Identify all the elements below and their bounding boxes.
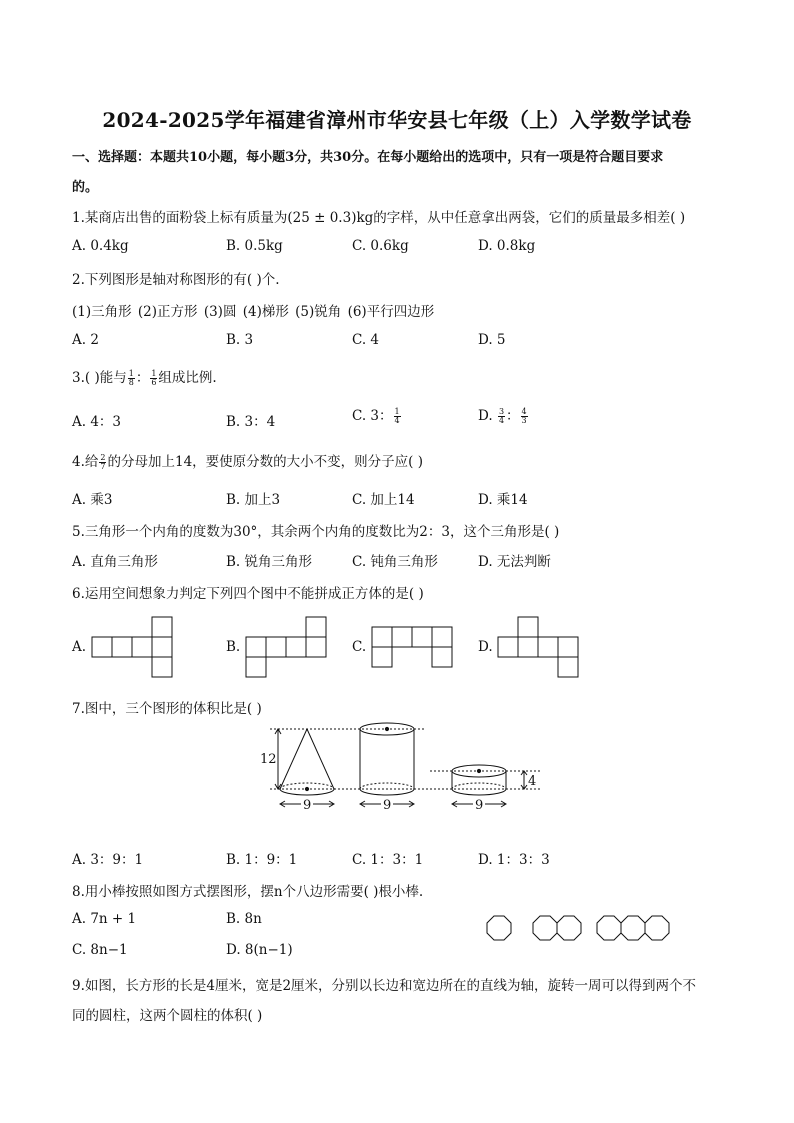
q3-stem-post: 组成比例. xyxy=(158,370,217,386)
question-8-stem: 8.用小棒按照如图方式摆图形，摆n个八边形需要( )根小棒. xyxy=(72,884,424,900)
q3-option-c: C. 3： $\frac{1}{4}$ xyxy=(352,407,400,425)
q3-fraction-1: $\frac{1}{8}$ xyxy=(128,369,134,387)
q7-option-b: B. 1：9：1 xyxy=(226,852,298,868)
q5-option-b: B. 锐角三角形 xyxy=(226,554,313,570)
octagon-6 xyxy=(645,916,669,940)
diameter-cone-label: 9 xyxy=(303,798,312,813)
q4-option-d: D. 乘14 xyxy=(478,492,528,508)
q4-option-c: C. 加上14 xyxy=(352,492,415,508)
question-7-stem: 7.图中，三个图形的体积比是( ) xyxy=(72,701,262,717)
q2-option-a: A. 2 xyxy=(72,332,99,348)
octagon-2 xyxy=(533,916,557,940)
cube-net-a xyxy=(92,617,172,677)
q3-stem-pre: 3.( )能与 xyxy=(72,370,127,386)
diameter-short-cylinder-label: 9 xyxy=(475,798,484,813)
question-1-stem: 1.某商店出售的面粉袋上标有质量为(25 ± 0.3)kg的字样，从中任意拿出两袋，它们的质量最多相差( ) xyxy=(72,210,686,226)
q1-option-c: C. 0.6kg xyxy=(352,238,409,254)
cube-net-c xyxy=(372,627,452,667)
q4-option-b: B. 加上3 xyxy=(226,492,281,508)
cylinder-short-shape xyxy=(452,765,506,795)
q3-option-d: D. $\frac{3}{4}$ ： $\frac{4}{3}$ xyxy=(478,407,527,425)
question-9-stem-cont: 同的圆柱，这两个圆柱的体积( ) xyxy=(72,1008,263,1024)
q3-colon: ： xyxy=(135,370,150,386)
q3-option-a: A. 4：3 xyxy=(72,414,122,430)
q2-option-c: C. 4 xyxy=(352,332,380,348)
octagon-sticks-figure xyxy=(480,912,680,948)
section-heading-cont: 的。 xyxy=(72,180,99,195)
solids-figure xyxy=(250,718,550,818)
q8-option-a: A. 7n + 1 xyxy=(72,911,137,927)
cylinder-tall-shape xyxy=(360,723,414,795)
question-2-stem: 2.下列图形是轴对称图形的有( )个. xyxy=(72,272,280,288)
height-12-label: 12 xyxy=(260,752,277,767)
octagon-4 xyxy=(597,916,621,940)
q5-option-d: D. 无法判断 xyxy=(478,554,551,570)
question-4-stem: 4.给 $\frac{2}{7}$ 的分母加上14，要使原分数的大小不变，则分子应( ) xyxy=(72,453,423,471)
q6-label-d: D. xyxy=(478,639,493,655)
q6-label-b: B. xyxy=(226,639,241,655)
cube-net-d xyxy=(498,617,578,677)
q3-fraction-2: $\frac{1}{6}$ xyxy=(151,369,157,387)
q4-option-a: A. 乘3 xyxy=(72,492,113,508)
q7-option-c: C. 1：3：1 xyxy=(352,852,424,868)
q4-fraction: $\frac{2}{7}$ xyxy=(100,453,106,471)
q7-option-d: D. 1：3：3 xyxy=(478,852,550,868)
q1-option-a: A. 0.4kg xyxy=(72,238,129,254)
q5-option-c: C. 钝角三角形 xyxy=(352,554,438,570)
q5-option-a: A. 直角三角形 xyxy=(72,554,158,570)
q7-option-a: A. 3：9：1 xyxy=(72,852,144,868)
diameter-cylinder-label: 9 xyxy=(383,798,392,813)
q6-label-c: C. xyxy=(352,639,367,655)
page-title: 2024-2025学年福建省漳州市华安县七年级（上）入学数学试卷 xyxy=(102,108,692,132)
section-heading: 一、选择题：本题共10小题，每小题3分，共30分。在每小题给出的选项中，只有一项是符合题目要求 xyxy=(72,150,664,165)
cone-shape xyxy=(280,729,334,795)
cube-net-b xyxy=(246,617,326,677)
q8-option-c: C. 8n−1 xyxy=(72,942,128,958)
octagon-1 xyxy=(487,916,511,940)
q6-label-a: A. xyxy=(72,639,87,655)
question-5-stem: 5.三角形一个内角的度数为30°，其余两个内角的度数比为2：3，这个三角形是( ) xyxy=(72,524,560,540)
q3-option-b: B. 3：4 xyxy=(226,414,276,430)
octagon-5 xyxy=(621,916,645,940)
q8-option-d: D. 8(n−1) xyxy=(226,942,293,958)
octagon-3 xyxy=(557,916,581,940)
q2-items: (1)三角形 (2)正方形 (3)圆 (4)梯形 (5)锐角 (6)平行四边形 xyxy=(72,304,435,320)
q2-option-d: D. 5 xyxy=(478,332,506,348)
q2-option-b: B. 3 xyxy=(226,332,254,348)
height-4-label: 4 xyxy=(528,774,537,789)
question-6-stem: 6.运用空间想象力判定下列四个图中不能拼成正方体的是( ) xyxy=(72,586,424,602)
q1-option-d: D. 0.8kg xyxy=(478,238,536,254)
q1-option-b: B. 0.5kg xyxy=(226,238,283,254)
question-9-stem: 9.如图，长方形的长是4厘米，宽是2厘米，分别以长边和宽边所在的直线为轴，旋转一周可以得到两个不 xyxy=(72,978,697,994)
q8-option-b: B. 8n xyxy=(226,911,262,927)
